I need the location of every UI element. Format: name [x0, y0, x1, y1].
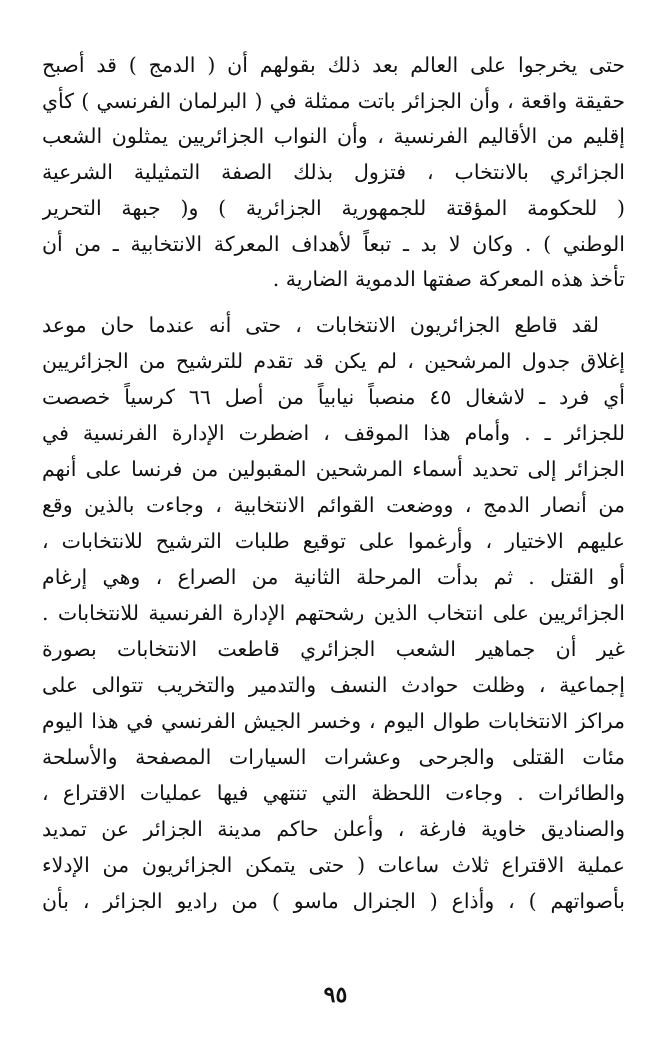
text-line: أو القتل . ثم بدأت المرحلة الثانية من الصراع ، وهي إرغام: [42, 565, 625, 589]
text-line: عملية الاقتراع ثلاث ساعات ( حتى يتمكن الجزائريون من الإدلاء: [42, 853, 625, 877]
text-line: ( للحكومة المؤقتة للجمهورية الجزائرية ) و( جبهة التحرير: [42, 196, 625, 220]
text-line: إقليم من الأقاليم الفرنسية ، وأن النواب الجزائريين يمثلون الشعب: [42, 124, 625, 148]
text-line: حقيقة واقعة ، وأن الجزائر باتت ممثلة في ( البرلمان الفرنسي ) كأي: [42, 89, 625, 113]
text-line: تأخذ هذه المعركة صفتها الدموية الضارية .: [272, 267, 625, 291]
text-line: حتى يخرجوا على العالم بعد ذلك بقولهم أن ( الدمج ) قد أصبح: [42, 53, 625, 77]
text-line: الجزائر إلى تحديد أسماء المرشحين المقبولين من فرنسا على أنهم: [42, 457, 625, 481]
text-line: من أنصار الدمج ، ووضعت القوائم الانتخابية ، وجاءت بالذين وقع: [42, 493, 625, 517]
page-number: ٩٥: [323, 982, 348, 1008]
text-line: الوطني ) . وكان لا بد ـ تبعاً لأهداف المعركة الانتخابية ـ من أن: [42, 232, 625, 256]
text-line: إجماعية ، وظلت حوادث النسف والتدمير والتخريب تتوالى على: [42, 673, 625, 697]
text-line: الجزائريين على انتخاب الذين رشحتهم الإدارة الفرنسية للانتخابات .: [42, 601, 625, 625]
text-line: بأصواتهم ) ، وأذاع ( الجنرال ماسو ) من راديو الجزائر ، بأن: [42, 889, 625, 913]
text-line: لقد قاطع الجزائريون الانتخابات ، حتى أنه عندما حان موعد: [42, 313, 599, 337]
text-line: عليهم الاختيار ، وأرغموا على توقيع طلبات الترشيح للانتخابات ،: [42, 529, 625, 553]
text-line: مئات القتلى والجرحى وعشرات السيارات المصفحة والأسلحة: [42, 745, 625, 769]
text-line: أي فرد ـ لاشغال ٤٥ منصباً نيابياً من أصل ٦٦ كرسياً خصصت: [42, 385, 625, 409]
text-line: إغلاق جدول المرشحين ، لم يكن قد تقدم للترشيح من الجزائريين: [42, 349, 625, 373]
text-line: غير أن جماهير الشعب الجزائري قاطعت الانتخابات بصورة: [42, 637, 625, 661]
text-line: مراكز الانتخابات طوال اليوم ، وخسر الجيش الفرنسي في هذا اليوم: [42, 709, 625, 733]
text-line: الجزائري بالانتخاب ، فتزول بذلك الصفة التمثيلية الشرعية: [42, 160, 625, 184]
text-line: والصناديق خاوية فارغة ، وأعلن حاكم مدينة الجزائر عن تمديد: [42, 817, 625, 841]
text-line: للجزائر ـ . وأمام هذا الموقف ، اضطرت الإدارة الفرنسية في: [42, 421, 625, 445]
text-line: والطائرات . وجاءت اللحظة التي تنتهي فيها عمليات الاقتراع ،: [42, 781, 625, 805]
